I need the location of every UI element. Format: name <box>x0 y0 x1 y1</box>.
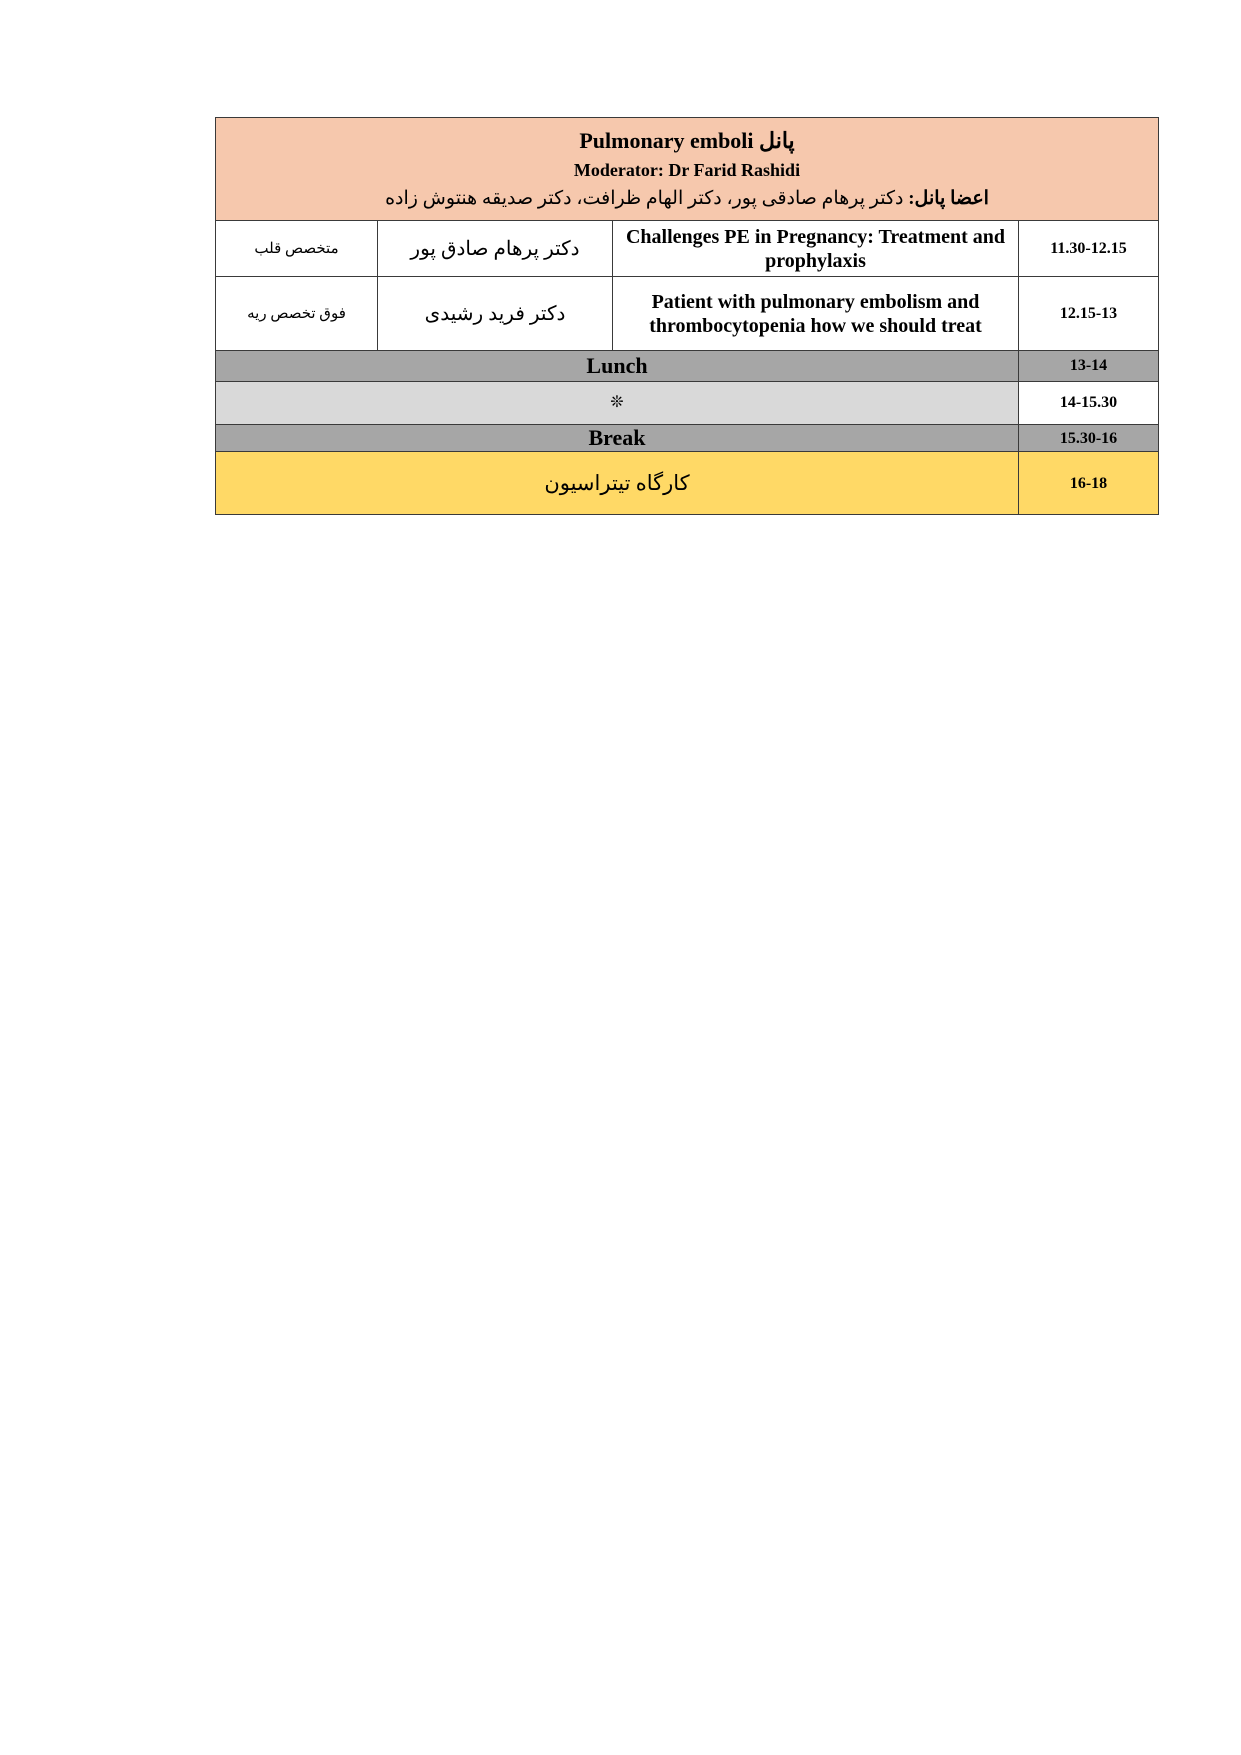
session-speaker: دکتر پرهام صادق پور <box>378 221 613 277</box>
star-icon: ❊ <box>216 382 1019 425</box>
session-speaker: دکتر فرید رشیدی <box>378 277 613 351</box>
star-row <box>216 382 1159 425</box>
lunch-row <box>216 351 1159 382</box>
panel-moderator: Moderator: Dr Farid Rashidi <box>573 160 801 180</box>
session-topic: Patient with pulmonary embolism and thrombocytopenia how we should treat <box>613 277 1019 351</box>
lunch-label: Lunch <box>216 351 1019 382</box>
program-table <box>215 117 1159 515</box>
lunch-time: 13-14 <box>1019 351 1159 382</box>
session-row <box>216 221 1159 277</box>
workshop-label: کارگاه تیتراسیون <box>216 452 1019 515</box>
panel-header-row <box>216 118 1159 221</box>
session-specialty: متخصص قلب <box>216 221 378 277</box>
panel-members-names: دکتر پرهام صادقی پور، دکتر الهام ظرافت، دکتر صدیقه هنتوش زاده <box>385 187 909 209</box>
session-row <box>216 277 1159 351</box>
session-time: 11.30-12.15 <box>1019 221 1159 277</box>
session-time: 12.15-13 <box>1019 277 1159 351</box>
panel-members <box>222 188 1152 211</box>
break-row <box>216 425 1159 452</box>
workshop-time: 16-18 <box>1019 452 1159 515</box>
panel-header <box>216 118 1159 221</box>
workshop-row <box>216 452 1159 515</box>
panel-title: Pulmonary emboli پانل <box>579 127 795 153</box>
break-time: 15.30-16 <box>1019 425 1159 452</box>
session-topic: Challenges PE in Pregnancy: Treatment and prophylaxis <box>613 221 1019 277</box>
break-label: Break <box>216 425 1019 452</box>
star-row-time: 14-15.30 <box>1019 382 1159 425</box>
session-specialty: فوق تخصص ریه <box>216 277 378 351</box>
panel-members-label: اعضا پانل: <box>908 187 989 209</box>
